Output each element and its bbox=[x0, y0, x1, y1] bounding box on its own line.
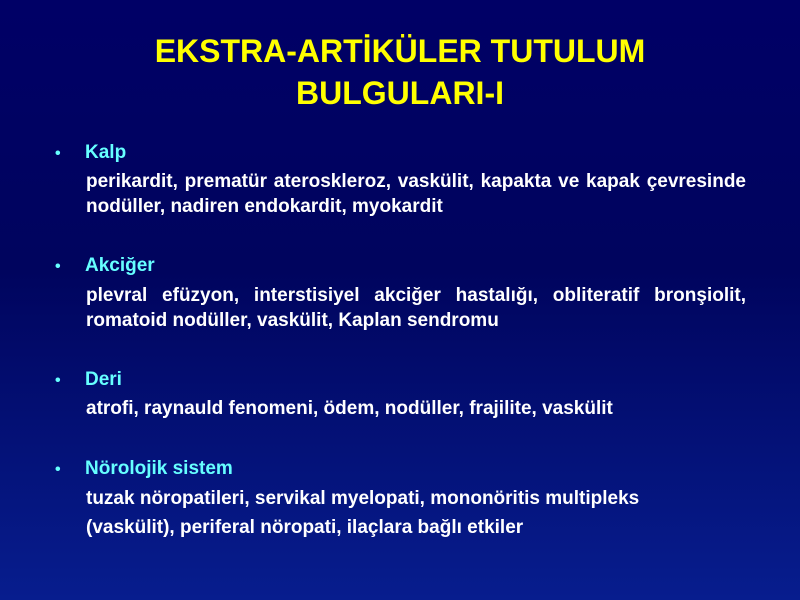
section-heading-akciger bbox=[55, 254, 155, 279]
bullet-icon: • bbox=[55, 258, 61, 275]
section-text-norolojik-line-2: (vaskülit), periferal nöropati, ilaçlara bağlı etkiler bbox=[86, 517, 524, 538]
bullet-icon: • bbox=[55, 461, 61, 478]
section-heading-label: Akciğer bbox=[85, 255, 155, 276]
slide-title-line-1: EKSTRA-ARTİKÜLER TUTULUM bbox=[154, 33, 646, 69]
bullet-icon: • bbox=[55, 145, 61, 162]
section-text-akciger: plevral efüzyon, interstisiyel akciğer hastalığı, obliteratif bronşiolit, romatoid nodüller, vaskülit, Kaplan sendromu bbox=[86, 285, 746, 331]
section-heading-label: Deri bbox=[85, 369, 122, 390]
section-text-kalp: perikardit, prematür ateroskleroz, vaskülit, kapakta ve kapak çevresinde nodüller, nadiren endokardit, myokardit bbox=[86, 171, 746, 217]
section-heading-norolojik-sistem bbox=[55, 457, 233, 482]
section-text-deri: atrofi, raynauld fenomeni, ödem, nodüller, frajilite, vaskülit bbox=[86, 398, 613, 419]
slide-title-line-2: BULGULARI-I bbox=[296, 75, 504, 111]
section-heading-kalp bbox=[55, 141, 126, 166]
section-heading-label: Nörolojik sistem bbox=[85, 458, 233, 479]
section-text-norolojik-line-1: tuzak nöropatileri, servikal myelopati, mononöritis multipleks bbox=[86, 488, 640, 509]
section-heading-label: Kalp bbox=[85, 142, 127, 163]
bullet-icon: • bbox=[55, 372, 61, 389]
section-heading-deri bbox=[55, 368, 122, 393]
slide-title bbox=[0, 30, 800, 114]
